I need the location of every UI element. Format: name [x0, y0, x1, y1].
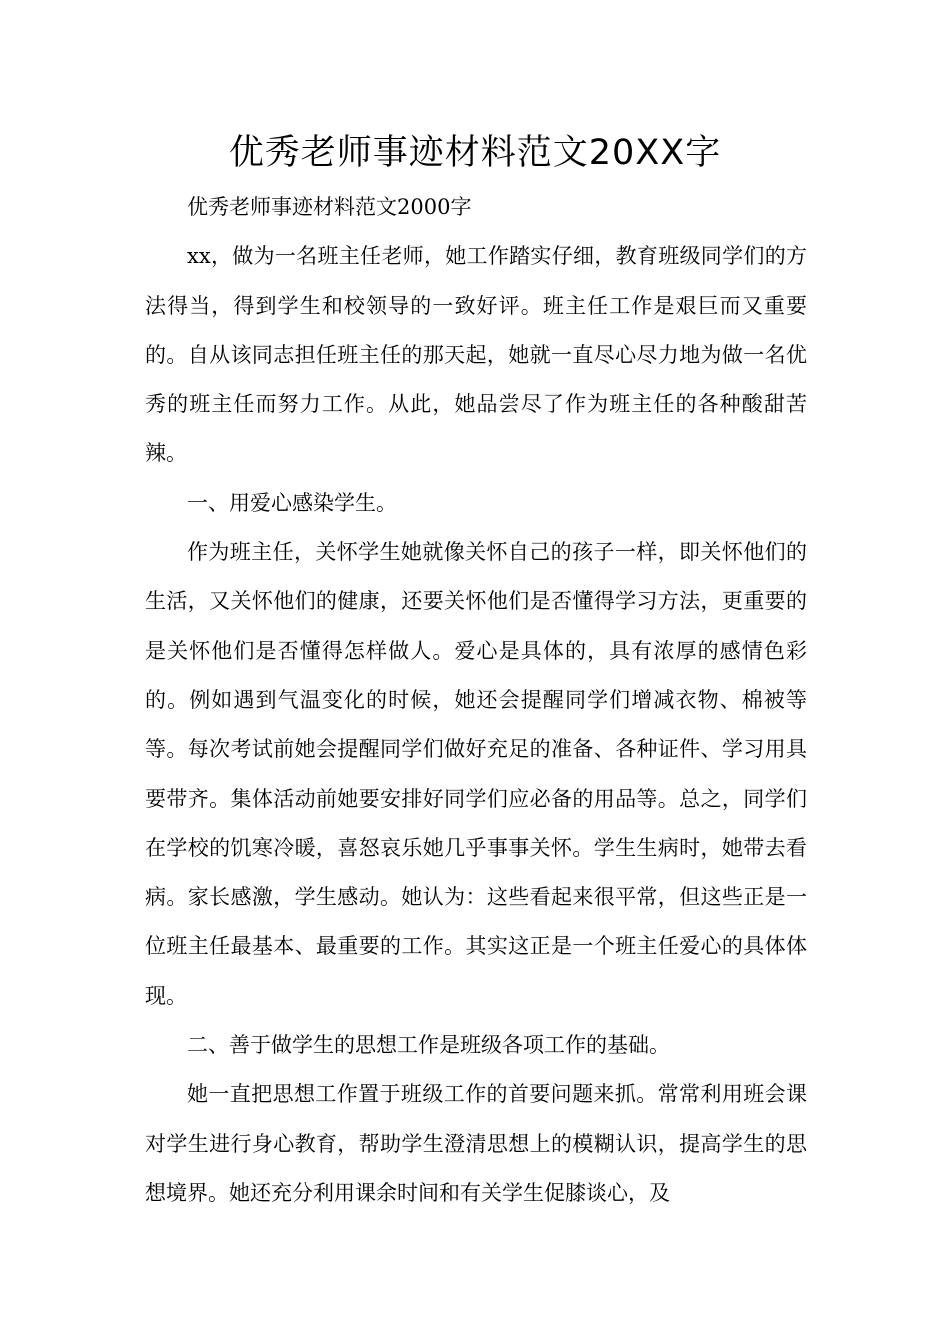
paragraph-love: 作为班主任，关怀学生她就像关怀自己的孩子一样，即关怀他们的生活，又关怀他们的健康，还要关怀他们是否懂得学习方法，更重要的是关怀他们是否懂得怎样做人。爱心是具体的，具有浓厚的感情色彩的。例如遇到气温变化的时候，她还会提醒同学们增减衣物、棉被等等。每次考试前她会提醒同学们做好充足的准备、各种证件、学习用具要带齐。集体活动前她要安排好同学们应必备的用品等。总之，同学们在学校的饥寒冷暖，喜怒哀乐她几乎事事关怀。学生生病时，她带去看病。家长感激，学生感动。她认为：这些看起来很平常，但这些正是一位班主任最基本、最重要的工作。其实这正是一个班主任爱心的具体体现。 [145, 540, 807, 1008]
paragraph-intro: xx，做为一名班主任老师，她工作踏实仔细，教育班级同学们的方法得当，得到学生和校领导的一致好评。班主任工作是艰巨而又重要的。自从该同志担任班主任的那天起，她就一直尽心尽力地为做一名优秀的班主任而努力工作。从此，她品尝尽了作为班主任的各种酸甜苦辣。 [145, 244, 807, 466]
section-heading-1: 一、用爱心感染学生。 [187, 490, 397, 515]
paragraph-thought-work: 她一直把思想工作置于班级工作的首要问题来抓。常常利用班会课对学生进行身心教育，帮助学生澄清思想上的模糊认识，提高学生的思想境界。她还充分利用课余时间和有关学生促膝谈心，及 [145, 1082, 807, 1205]
section-heading-2: 二、善于做学生的思想工作是班级各项工作的基础。 [187, 1033, 670, 1058]
document-subtitle: 优秀老师事迹材料范文2000字 [187, 195, 472, 219]
document-body [145, 183, 807, 1218]
document-title: 优秀老师事迹材料范文20XX字 [228, 133, 722, 173]
